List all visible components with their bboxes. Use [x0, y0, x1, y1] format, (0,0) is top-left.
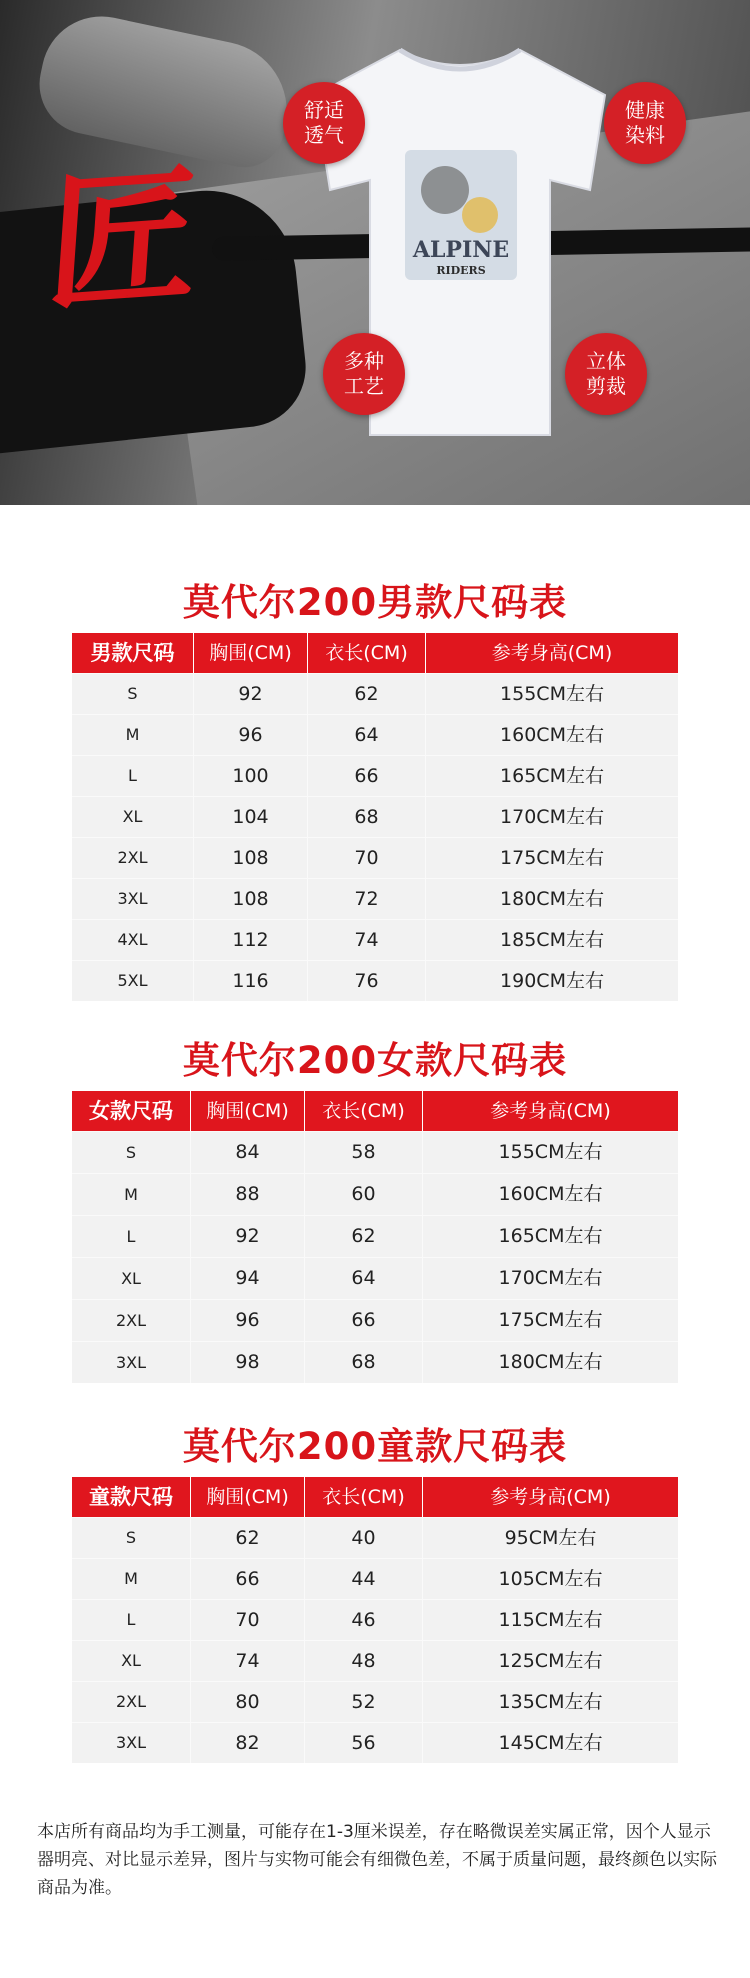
length-cell: 58	[305, 1132, 423, 1173]
chest-cell: 92	[191, 1216, 305, 1257]
table-row	[72, 960, 678, 1001]
length-cell: 66	[305, 1300, 423, 1341]
table-row	[72, 714, 678, 755]
chest-cell: 88	[191, 1174, 305, 1215]
height-cell: 95CM左右	[504, 1527, 597, 1549]
measurement-disclaimer: 本店所有商品均为手工测量，可能存在1-3厘米误差，存在略微误差实属正常，因个人显示器明亮、对比显示差异，图片与实物可能会有细微色差，不属于质量问题，最终颜色以实际商品为准。	[37, 1822, 717, 1898]
length-cell: 62	[308, 674, 426, 714]
badge-comfort	[283, 82, 365, 164]
height-cell: 105CM左右	[498, 1568, 603, 1590]
size-cell: L	[72, 756, 194, 796]
chest-cell: 94	[191, 1258, 305, 1299]
badge-craft	[323, 333, 405, 415]
size-cell: L	[72, 1216, 191, 1257]
length-cell: 62	[305, 1216, 423, 1257]
table-row	[72, 1299, 678, 1341]
height-cell: 155CM左右	[500, 683, 604, 705]
badge-3d-cut	[565, 333, 647, 415]
chest-cell: 62	[191, 1518, 305, 1558]
badge-line: 多种	[344, 349, 384, 373]
badge-line: 工艺	[344, 374, 384, 398]
height-cell: 175CM左右	[498, 1309, 603, 1331]
chest-cell: 112	[194, 920, 308, 960]
size-cell: S	[72, 1132, 191, 1173]
badge-healthy-dye	[604, 82, 686, 164]
kids-size-table	[72, 1477, 678, 1763]
men-size-table	[72, 633, 678, 1001]
men-size-title: 莫代尔200男款尺码表	[182, 581, 568, 624]
size-cell: 2XL	[72, 1682, 191, 1722]
length-cell: 52	[305, 1682, 423, 1722]
height-cell: 180CM左右	[500, 888, 604, 910]
table-row	[72, 755, 678, 796]
length-cell: 48	[305, 1641, 423, 1681]
length-cell: 74	[308, 920, 426, 960]
badge-line: 透气	[304, 123, 344, 147]
chest-cell: 98	[191, 1342, 305, 1383]
header-chest: 胸围(CM)	[194, 633, 308, 673]
chest-cell: 74	[191, 1641, 305, 1681]
size-cell: 3XL	[72, 1723, 191, 1763]
height-cell: 170CM左右	[498, 1267, 603, 1289]
size-cell: S	[72, 674, 194, 714]
height-cell: 175CM左右	[500, 847, 604, 869]
height-cell: 185CM左右	[500, 929, 604, 951]
badge-line: 立体	[586, 349, 626, 373]
badge-line: 舒适	[304, 98, 344, 122]
hero-banner	[0, 0, 750, 505]
header-chest: 胸围(CM)	[191, 1091, 305, 1131]
height-cell: 170CM左右	[500, 806, 604, 828]
badge-line: 健康	[625, 98, 665, 122]
length-cell: 64	[308, 715, 426, 755]
table-row	[72, 1341, 678, 1383]
size-cell: XL	[72, 1641, 191, 1681]
size-cell: L	[72, 1600, 191, 1640]
size-cell: 4XL	[72, 920, 194, 960]
length-cell: 70	[308, 838, 426, 878]
chest-cell: 84	[191, 1132, 305, 1173]
table-header	[72, 633, 678, 673]
table-row	[72, 1681, 678, 1722]
header-size: 童款尺码	[72, 1477, 191, 1517]
size-cell: 3XL	[72, 1342, 191, 1383]
length-cell: 66	[308, 756, 426, 796]
chest-cell: 70	[191, 1600, 305, 1640]
header-height: 参考身高(CM)	[491, 642, 613, 664]
length-cell: 44	[305, 1559, 423, 1599]
chest-cell: 80	[191, 1682, 305, 1722]
chest-cell: 100	[194, 756, 308, 796]
size-cell: 2XL	[72, 838, 194, 878]
table-row	[72, 837, 678, 878]
badge-line: 剪裁	[586, 374, 626, 398]
length-cell: 64	[305, 1258, 423, 1299]
table-row	[72, 1131, 678, 1173]
height-cell: 190CM左右	[500, 970, 604, 992]
size-cell: XL	[72, 797, 194, 837]
table-row	[72, 1640, 678, 1681]
length-cell: 40	[305, 1518, 423, 1558]
chest-cell: 96	[191, 1300, 305, 1341]
size-cell: XL	[72, 1258, 191, 1299]
size-cell: S	[72, 1518, 191, 1558]
height-cell: 135CM左右	[498, 1691, 603, 1713]
length-cell: 56	[305, 1723, 423, 1763]
size-cell: 3XL	[72, 879, 194, 919]
table-row	[72, 878, 678, 919]
height-cell: 165CM左右	[498, 1225, 603, 1247]
table-row	[72, 1215, 678, 1257]
size-cell: 5XL	[72, 961, 194, 1001]
length-cell: 68	[308, 797, 426, 837]
table-header	[72, 1477, 678, 1517]
chest-cell: 96	[194, 715, 308, 755]
chest-cell: 108	[194, 838, 308, 878]
size-cell: M	[72, 1174, 191, 1215]
height-cell: 160CM左右	[498, 1183, 603, 1205]
header-length: 衣长(CM)	[308, 633, 426, 673]
size-cell: M	[72, 1559, 191, 1599]
women-size-table	[72, 1091, 678, 1383]
header-height: 参考身高(CM)	[490, 1100, 611, 1122]
chest-cell: 82	[191, 1723, 305, 1763]
header-chest: 胸围(CM)	[191, 1477, 305, 1517]
table-header	[72, 1091, 678, 1131]
length-cell: 72	[308, 879, 426, 919]
length-cell: 68	[305, 1342, 423, 1383]
table-row	[72, 919, 678, 960]
header-size: 男款尺码	[72, 633, 194, 673]
length-cell: 46	[305, 1600, 423, 1640]
height-cell: 145CM左右	[498, 1732, 603, 1754]
table-row	[72, 1517, 678, 1558]
table-row	[72, 1599, 678, 1640]
height-cell: 125CM左右	[498, 1650, 603, 1672]
chest-cell: 66	[191, 1559, 305, 1599]
women-size-title: 莫代尔200女款尺码表	[182, 1039, 568, 1082]
table-row	[72, 1173, 678, 1215]
height-cell: 155CM左右	[498, 1141, 603, 1163]
length-cell: 60	[305, 1174, 423, 1215]
height-cell: 180CM左右	[498, 1351, 603, 1373]
height-cell: 160CM左右	[500, 724, 604, 746]
chest-cell: 108	[194, 879, 308, 919]
table-row	[72, 1558, 678, 1599]
table-row	[72, 1257, 678, 1299]
length-cell: 76	[308, 961, 426, 1001]
kids-size-title: 莫代尔200童款尺码表	[182, 1425, 568, 1468]
table-row	[72, 673, 678, 714]
height-cell: 165CM左右	[500, 765, 604, 787]
chest-cell: 92	[194, 674, 308, 714]
height-cell: 115CM左右	[498, 1609, 603, 1631]
chest-cell: 116	[194, 961, 308, 1001]
header-size: 女款尺码	[72, 1091, 191, 1131]
chest-cell: 104	[194, 797, 308, 837]
table-row	[72, 1722, 678, 1763]
brush-character: 匠	[41, 146, 205, 334]
header-length: 衣长(CM)	[305, 1477, 423, 1517]
size-cell: 2XL	[72, 1300, 191, 1341]
header-height: 参考身高(CM)	[490, 1486, 611, 1508]
badge-line: 染料	[625, 123, 665, 147]
table-row	[72, 796, 678, 837]
print-subtitle: RIDERS	[436, 264, 486, 277]
header-length: 衣长(CM)	[305, 1091, 423, 1131]
size-cell: M	[72, 715, 194, 755]
print-title: ALPINE	[412, 237, 510, 263]
